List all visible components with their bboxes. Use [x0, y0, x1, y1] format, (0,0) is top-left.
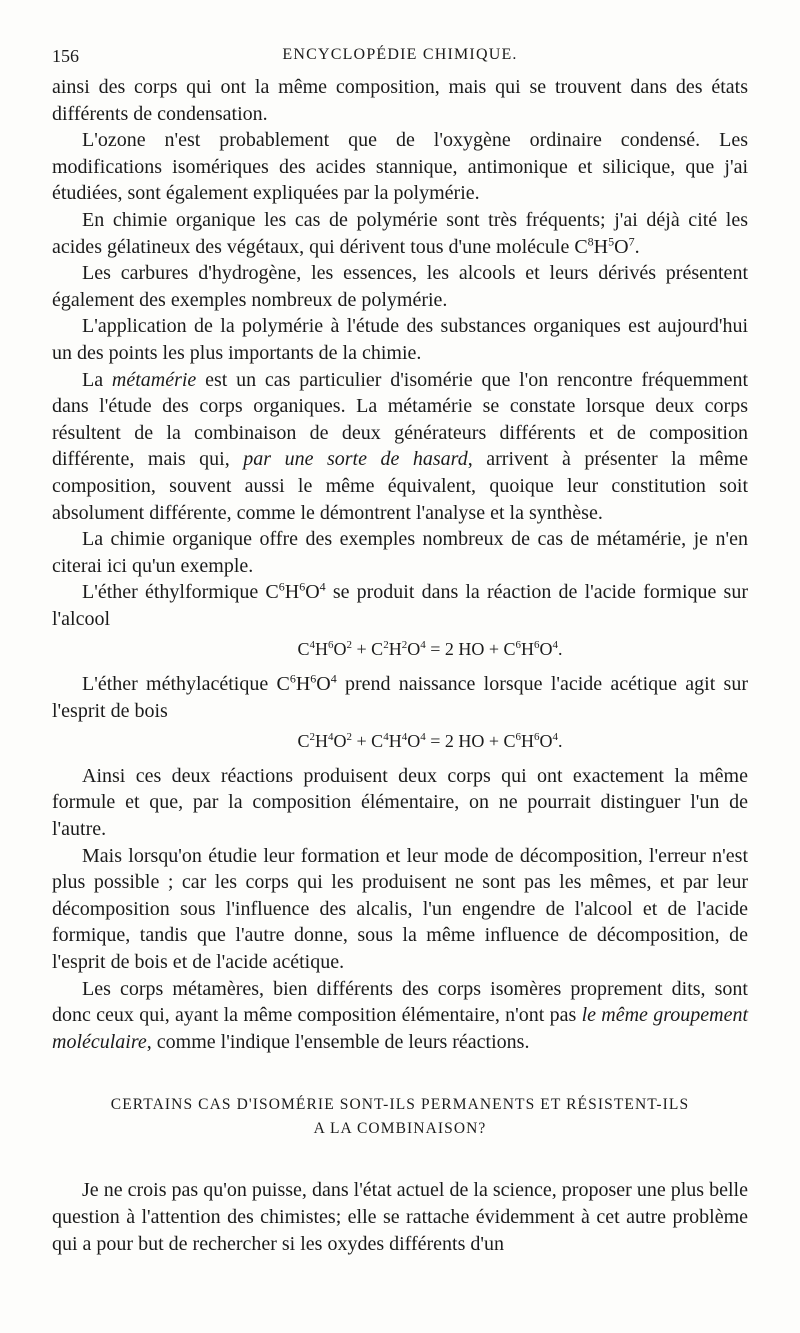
running-head	[52, 40, 748, 74]
section-heading-line: CERTAINS CAS D'ISOMÉRIE SONT-ILS PERMANENTS ET RÉSISTENT-ILS	[110, 1096, 690, 1114]
section-heading	[52, 1093, 748, 1141]
paragraph	[52, 976, 748, 1056]
paragraph-text: La chimie organique offre des exemples nombreux de cas de métamérie, je n'en citerai ici qu'un exemple.	[52, 528, 748, 577]
paragraph	[52, 579, 748, 632]
paragraph	[52, 207, 748, 260]
paragraph	[52, 367, 748, 527]
subscript: 6	[289, 671, 296, 686]
paragraph-text: La	[82, 368, 112, 391]
paragraph-text: L'éther méthylacétique C	[82, 673, 290, 696]
paragraph-text: En chimie organique les cas de polymérie sont très fréquents; j'ai déjà cité les acides gélatineux des végétaux, qui dérivent tous d'une molécule C	[52, 208, 748, 258]
paragraph	[52, 526, 748, 579]
paragraph-text: ainsi des corps qui ont la même composition, mais qui se trouvent dans des états différents de condensation.	[52, 76, 748, 125]
subscript: 6	[310, 671, 317, 686]
subscript: 6	[278, 579, 285, 594]
chemical-equation: $C^2H^4O^2 + C^4H^4O^4 = 2$ HO + $C^6H^6O^4$.	[297, 731, 563, 752]
paragraph	[52, 843, 748, 976]
paragraph-text: O	[316, 673, 331, 696]
section-heading-line: A LA COMBINAISON?	[313, 1120, 487, 1138]
paragraph-text: O	[614, 235, 629, 258]
paragraph	[52, 763, 748, 843]
paragraph-text: Les corps métamères, bien différents des corps isomères proprement dits, sont donc ceux qui, ayant la même composition élémentaire, n'ont pas	[52, 977, 748, 1027]
paragraph-text: H	[284, 581, 300, 604]
subscript: 4	[330, 671, 337, 686]
paragraph-text: Ainsi ces deux réactions produisent deux corps qui ont exactement la même formule et que, par la composition élémentaire, on ne pourrait distinguer l'un de l'autre.	[52, 764, 748, 841]
paragraph-text: est un cas particulier d'isomérie que l'on rencontre fréquemment dans l'étude des corps organiques. La métamérie se constate lorsque deux corps résultent de la combinaison de deux générateurs différents et de composition différente, mais qui,	[52, 368, 748, 471]
paragraph-text: Je ne crois pas qu'on puisse, dans l'état actuel de la science, proposer une plus belle question à l'attention des chimistes; elle se rattache évidemment à cet autre problème qui a pour but de rechercher si les oxydes différents d'un	[52, 1179, 748, 1255]
running-title: ENCYCLOPÉDIE CHIMIQUE.	[282, 46, 518, 63]
paragraph-text: , arrivent à présenter la même composition, souvent aussi le même équivalent, quoique leur constitution soit absolument différente, comme le démontrent l'analyse et la synthèse.	[52, 448, 748, 524]
paragraph-text: L'éther éthylformique C	[82, 581, 279, 604]
paragraph-text: prend naissance lorsque l'acide acétique agit sur l'esprit de bois	[52, 673, 748, 722]
chemical-equation: $C^4H^6O^2 + C^2H^2O^4 = 2$ HO + $C^6H^6O^4$.	[297, 639, 563, 660]
paragraph-text: L'ozone n'est probablement que de l'oxygène ordinaire condensé. Les modifications isomériques des acides stannique, antimonique et silicique, que j'ai étudiées, sont également expliquées par la polymérie.	[52, 129, 748, 205]
paragraph-text: .	[634, 235, 640, 258]
paragraph-text: L'application de la polymérie à l'étude des substances organiques est aujourd'hui un des points les plus importants de la chimie.	[52, 315, 748, 364]
italic-phrase: le même groupement moléculaire	[52, 1004, 749, 1053]
paragraph-text: se produit dans la réaction de l'acide formique sur l'alcool	[52, 581, 748, 630]
paragraph	[52, 313, 748, 366]
paragraph-text: O	[305, 581, 320, 604]
paragraph	[52, 74, 748, 127]
subscript: 5	[608, 233, 615, 248]
paragraph-text: , comme l'indique l'ensemble de leurs réactions.	[146, 1030, 530, 1053]
paragraph	[52, 671, 748, 724]
paragraph-text: Mais lorsqu'on étudie leur formation et leur mode de décomposition, l'erreur n'est plus possible ; car les corps qui les produisent ne sont pas les mêmes, et par leur décomposition sous l'influence des alcalis, l'un engendre de l'alcool et de l'acide formique, tandis que l'autre donne, sous la même influence de décomposition, de l'esprit de bois et de l'acide acétique.	[52, 844, 748, 973]
subscript: 7	[628, 233, 635, 248]
subscript: 8	[587, 233, 594, 248]
body-text	[52, 74, 748, 1257]
page-number: 156	[52, 46, 79, 66]
paragraph-text: H	[593, 235, 609, 258]
paragraph	[52, 1177, 748, 1257]
subscript: 6	[299, 579, 306, 594]
paragraph	[52, 127, 748, 207]
paragraph	[52, 260, 748, 313]
paragraph-text: H	[295, 673, 311, 696]
paragraph-text: Les carbures d'hydrogène, les essences, les alcools et leurs dérivés présentent également des exemples nombreux de polymérie.	[52, 262, 748, 311]
subscript: 4	[319, 579, 326, 594]
italic-phrase: par une sorte de hasard	[243, 448, 468, 471]
italic-term: métamérie	[111, 368, 197, 391]
